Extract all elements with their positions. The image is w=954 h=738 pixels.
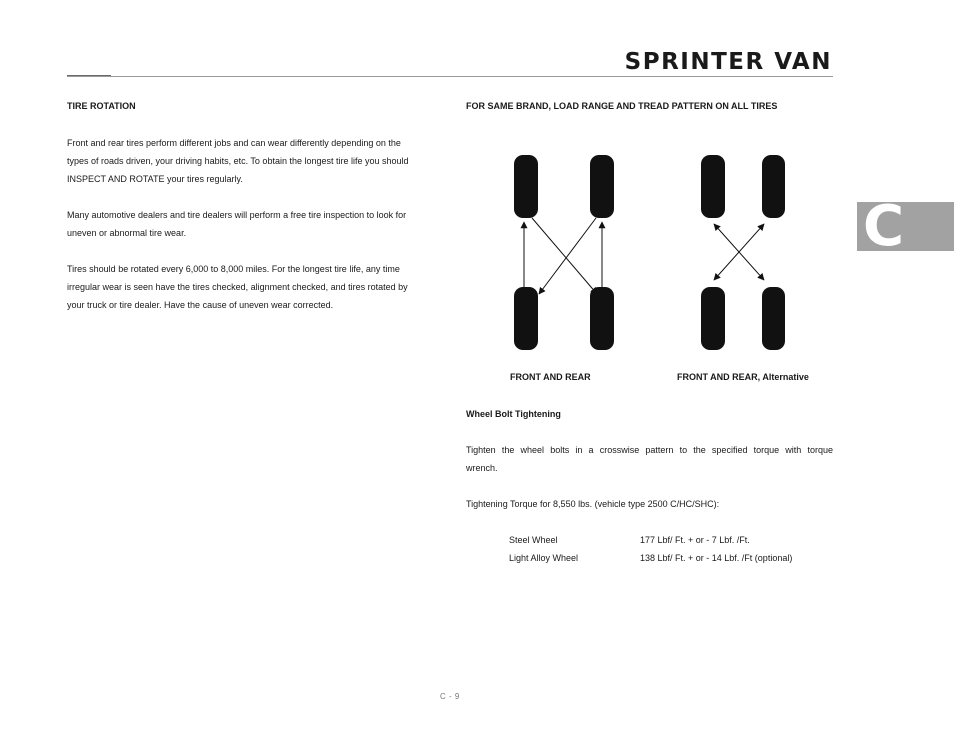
torque-label-alloy: Light Alloy Wheel: [509, 553, 579, 563]
tire-rear-right: [590, 287, 614, 350]
page-number: C - 9: [440, 692, 460, 701]
same-brand-heading: FOR SAME BRAND, LOAD RANGE AND TREAD PATTERN ON ALL TIRES: [466, 101, 778, 111]
paragraph-line: uneven or abnormal tire wear.: [67, 228, 187, 238]
paragraph-line: your truck or tire dealer. Have the cause of uneven wear corrected.: [67, 300, 334, 310]
paragraph-line: Tires should be rotated every 6,000 to 8,000 miles. For the longest tire life, any time: [67, 264, 400, 274]
paragraph-line: Front and rear tires perform different jobs and can wear differently depending on the: [67, 138, 401, 148]
paragraph-line: wrench.: [466, 463, 498, 473]
paragraph-line: types of roads driven, your driving habits, etc. To obtain the longest tire life you should: [67, 156, 409, 166]
diagram-caption-front-rear: FRONT AND REAR: [510, 372, 591, 382]
paragraph-line: irregular wear is seen have the tires checked, alignment checked, and tires rotated by: [67, 282, 408, 292]
torque-value-alloy: 138 Lbf/ Ft. + or - 14 Lbf. /Ft (optional): [640, 553, 793, 563]
tire-front-left: [514, 155, 538, 218]
alt-tire-rear-left: [701, 287, 725, 350]
alt-tire-rear-right: [762, 287, 785, 350]
tire-rear-left: [514, 287, 538, 350]
tire-rotation-heading: TIRE ROTATION: [67, 101, 136, 111]
torque-intro: Tightening Torque for 8,550 lbs. (vehicle type 2500 C/HC/SHC):: [466, 499, 720, 509]
paragraph-line: INSPECT AND ROTATE your tires regularly.: [67, 174, 243, 184]
page-title: SPRINTER VAN: [624, 49, 832, 75]
torque-label-steel: Steel Wheel: [509, 535, 558, 545]
tire-front-right: [590, 155, 614, 218]
alt-tire-front-left: [701, 155, 725, 218]
wheel-bolt-heading: Wheel Bolt Tightening: [466, 409, 561, 419]
wheel-bolt-paragraph: [466, 441, 833, 477]
paragraph-line: Many automotive dealers and tire dealers will perform a free tire inspection to look for: [67, 210, 407, 220]
paragraph-line: Tighten the wheel bolts in a crosswise pattern to the specified torque with torque: [466, 445, 833, 455]
alt-tire-front-right: [762, 155, 785, 218]
section-tab-letter: C: [863, 194, 905, 259]
diagram-caption-alternative: FRONT AND REAR, Alternative: [677, 372, 809, 382]
torque-value-steel: 177 Lbf/ Ft. + or - 7 Lbf. /Ft.: [640, 535, 750, 545]
